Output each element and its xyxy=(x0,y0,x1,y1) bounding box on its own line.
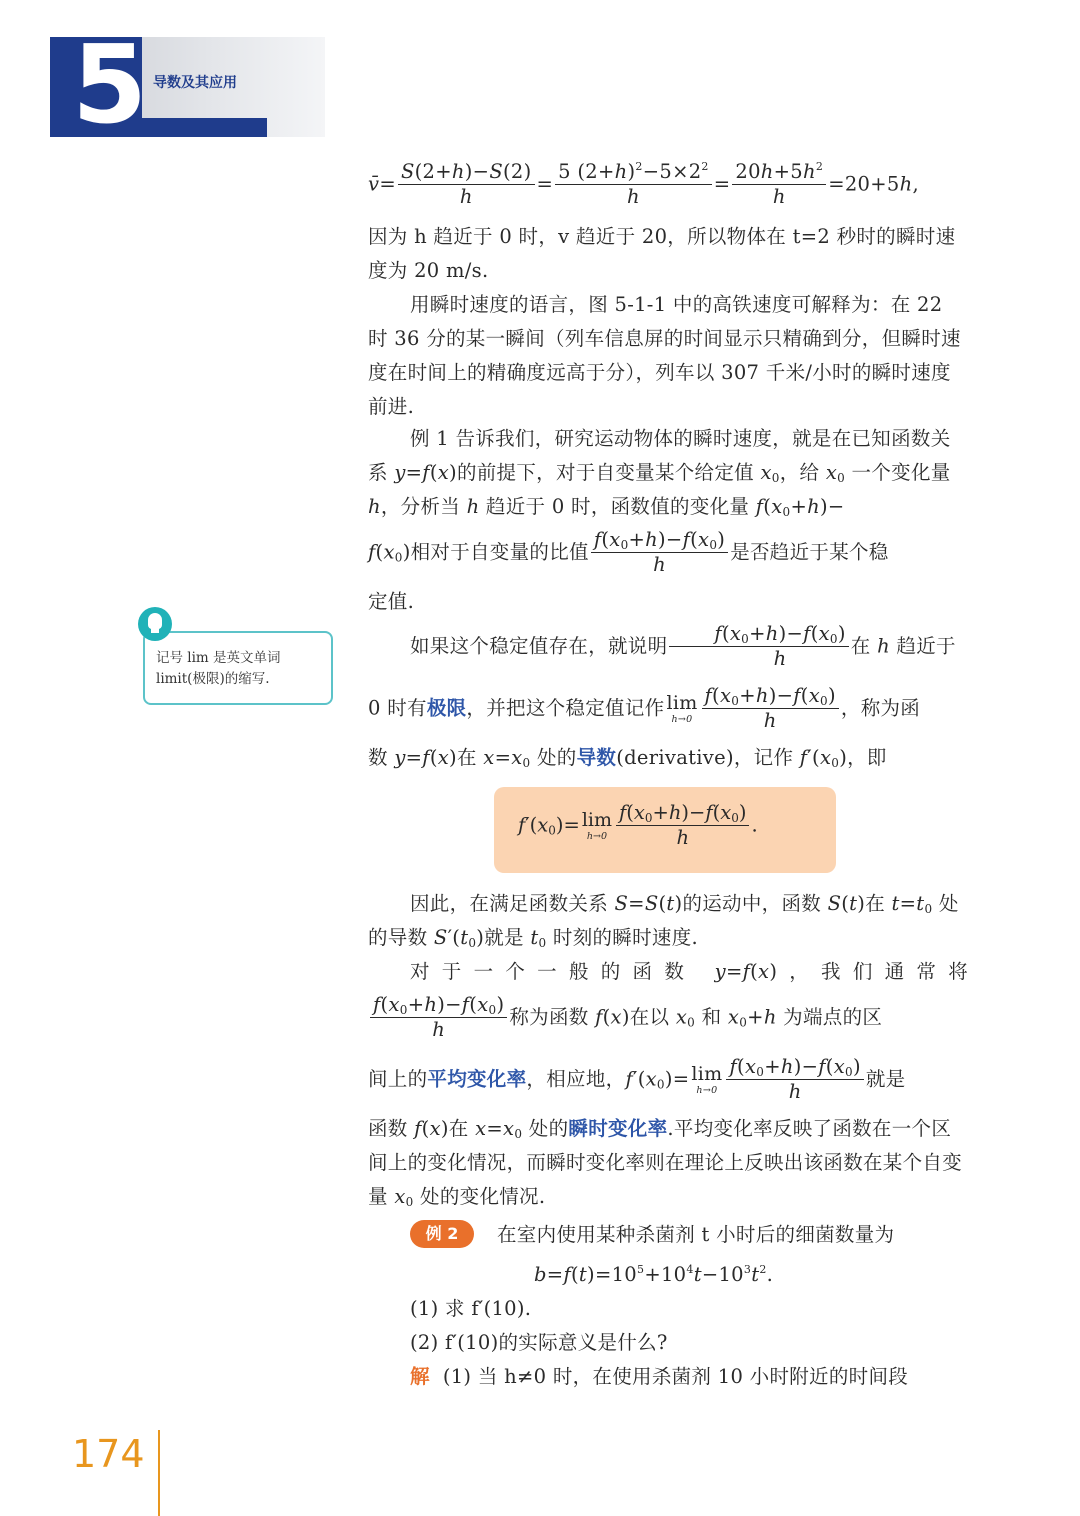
derivative-definition-line: 数 y=f(x)在 $x=x_0$ 处的导数(derivative)，记作 $f'(x_0)$，即 xyxy=(368,746,887,770)
paragraph-rate-meaning: 函数 f(x)在 $x=x_0$ 处的瞬时变化率.平均变化率反映了函数在一个区间上的变化情况，而瞬时变化率则在理论上反映出该函数在某个自变量 $x_0$ 处的变化情况. xyxy=(368,1117,963,1209)
limit-definition-line2: 0 时有极限，并把这个稳定值记作 lim h→0 $\frac{f(x_0+h)-f(x_0)}{h}$ ，称为函 xyxy=(368,684,921,733)
solution-text: (1) 当 h≠0 时，在使用杀菌剂 10 小时附近的时间段 xyxy=(442,1365,909,1388)
example-2-question-1: (1) 求 f′(10). xyxy=(410,1297,532,1320)
paragraph-general-function: 对于一个一般的函数 y=f(x)，我们通常将 xyxy=(410,960,968,983)
example-2-formula: $b=f(t)=10^5+10^4t-10^3t^2$. xyxy=(534,1263,774,1286)
example-2-question-2: (2) f′(10)的实际意义是什么? xyxy=(410,1331,668,1354)
page-number: 174 xyxy=(72,1432,145,1476)
derivative-formula-box xyxy=(494,787,836,873)
difference-quotient-line: $f(x_0)$相对于自变量的比值 $\frac{f(x_0+h)-f(x_0)}{h}$ 是否趋近于某个稳 xyxy=(368,528,889,577)
page-number-divider xyxy=(158,1430,160,1516)
paragraph-motion-derivative: 因此，在满足函数关系 S=S(t)的运动中，函数 S(t)在 $t=t_0$ 处的导数 $S'(t_0)$就是 $t_0$ 时刻的瞬时速度. xyxy=(368,892,959,950)
average-velocity-formula: v̄= $\frac{S(2+h)-S(2)}{h}$ = $\frac{5 (2+h)^2-5\times 2^2}{h}$ = $\frac{20h+5h^2}{h}$ =20+5h, xyxy=(368,160,919,209)
paragraph-derivative-intro: 例 1 告诉我们，研究运动物体的瞬时速度，就是在已知函数关系 y=f(x)的前提下，对于自变量某个给定值 $x_0$，给 $x_0$ 一个变化量 h，分析当 h 趋近于 0 时，函数值的变化量 $f(x_0+h)-$ xyxy=(368,427,951,519)
lightbulb-glass xyxy=(148,613,162,629)
margin-note-text: 记号 lim 是英文单词 limit(极限)的缩写. xyxy=(156,650,281,687)
limit-definition-line1: 如果这个稳定值存在，就说明 $\frac{f(x_0+h)-f(x_0)}{h}$ 在 h 趋近于 xyxy=(410,622,956,671)
avg-rate-line: $\frac{f(x_0+h)-f(x_0)}{h}$ 称为函数 f(x)在以 $x_0$ 和 $x_0+h$ 为端点的区 xyxy=(368,993,968,1043)
chapter-banner-stripe xyxy=(142,118,267,137)
example-2-tag: 例 2 xyxy=(410,1220,474,1248)
lightbulb-base xyxy=(151,628,159,633)
example-2-stem: 在室内使用某种杀菌剂 t 小时后的细菌数量为 xyxy=(497,1223,895,1246)
keyword-inst-rate: 瞬时变化率 xyxy=(568,1117,668,1140)
keyword-avg-rate: 平均变化率 xyxy=(427,1067,527,1091)
solution-label: 解 xyxy=(410,1365,430,1388)
chapter-number: 5 xyxy=(72,23,148,148)
paragraph-instant-velocity: 因为 h 趋近于 0 时，v 趋近于 20，所以物体在 t=2 秒时的瞬时速度为 20 m/s. xyxy=(368,225,956,282)
paragraph-train-speed: 用瞬时速度的语言，图 5-1-1 中的高铁速度可解释为：在 22 时 36 分的某一瞬间（列车信息屏的时间显示只精确到分，但瞬时速度在时间上的精确度远高于分），列车以 307 千米/小时的瞬时速度前进. xyxy=(368,293,961,418)
stable-value-text: 定值. xyxy=(368,590,415,613)
chapter-title: 导数及其应用 xyxy=(153,75,237,91)
derivative-formula: $f'(x_0)=$ lim h→0 $\frac{f(x_0+h)-f(x_0)}{h}$ . xyxy=(518,801,758,850)
example-2-solution xyxy=(410,1360,970,1394)
keyword-limit: 极限 xyxy=(426,696,467,720)
keyword-derivative: 导数 xyxy=(576,746,617,769)
inst-rate-line: 间上的平均变化率，相应地，$f'(x_0)=$ lim h→0 $\frac{f(x_0+h)-f(x_0)}{h}$ 就是 xyxy=(368,1055,906,1104)
